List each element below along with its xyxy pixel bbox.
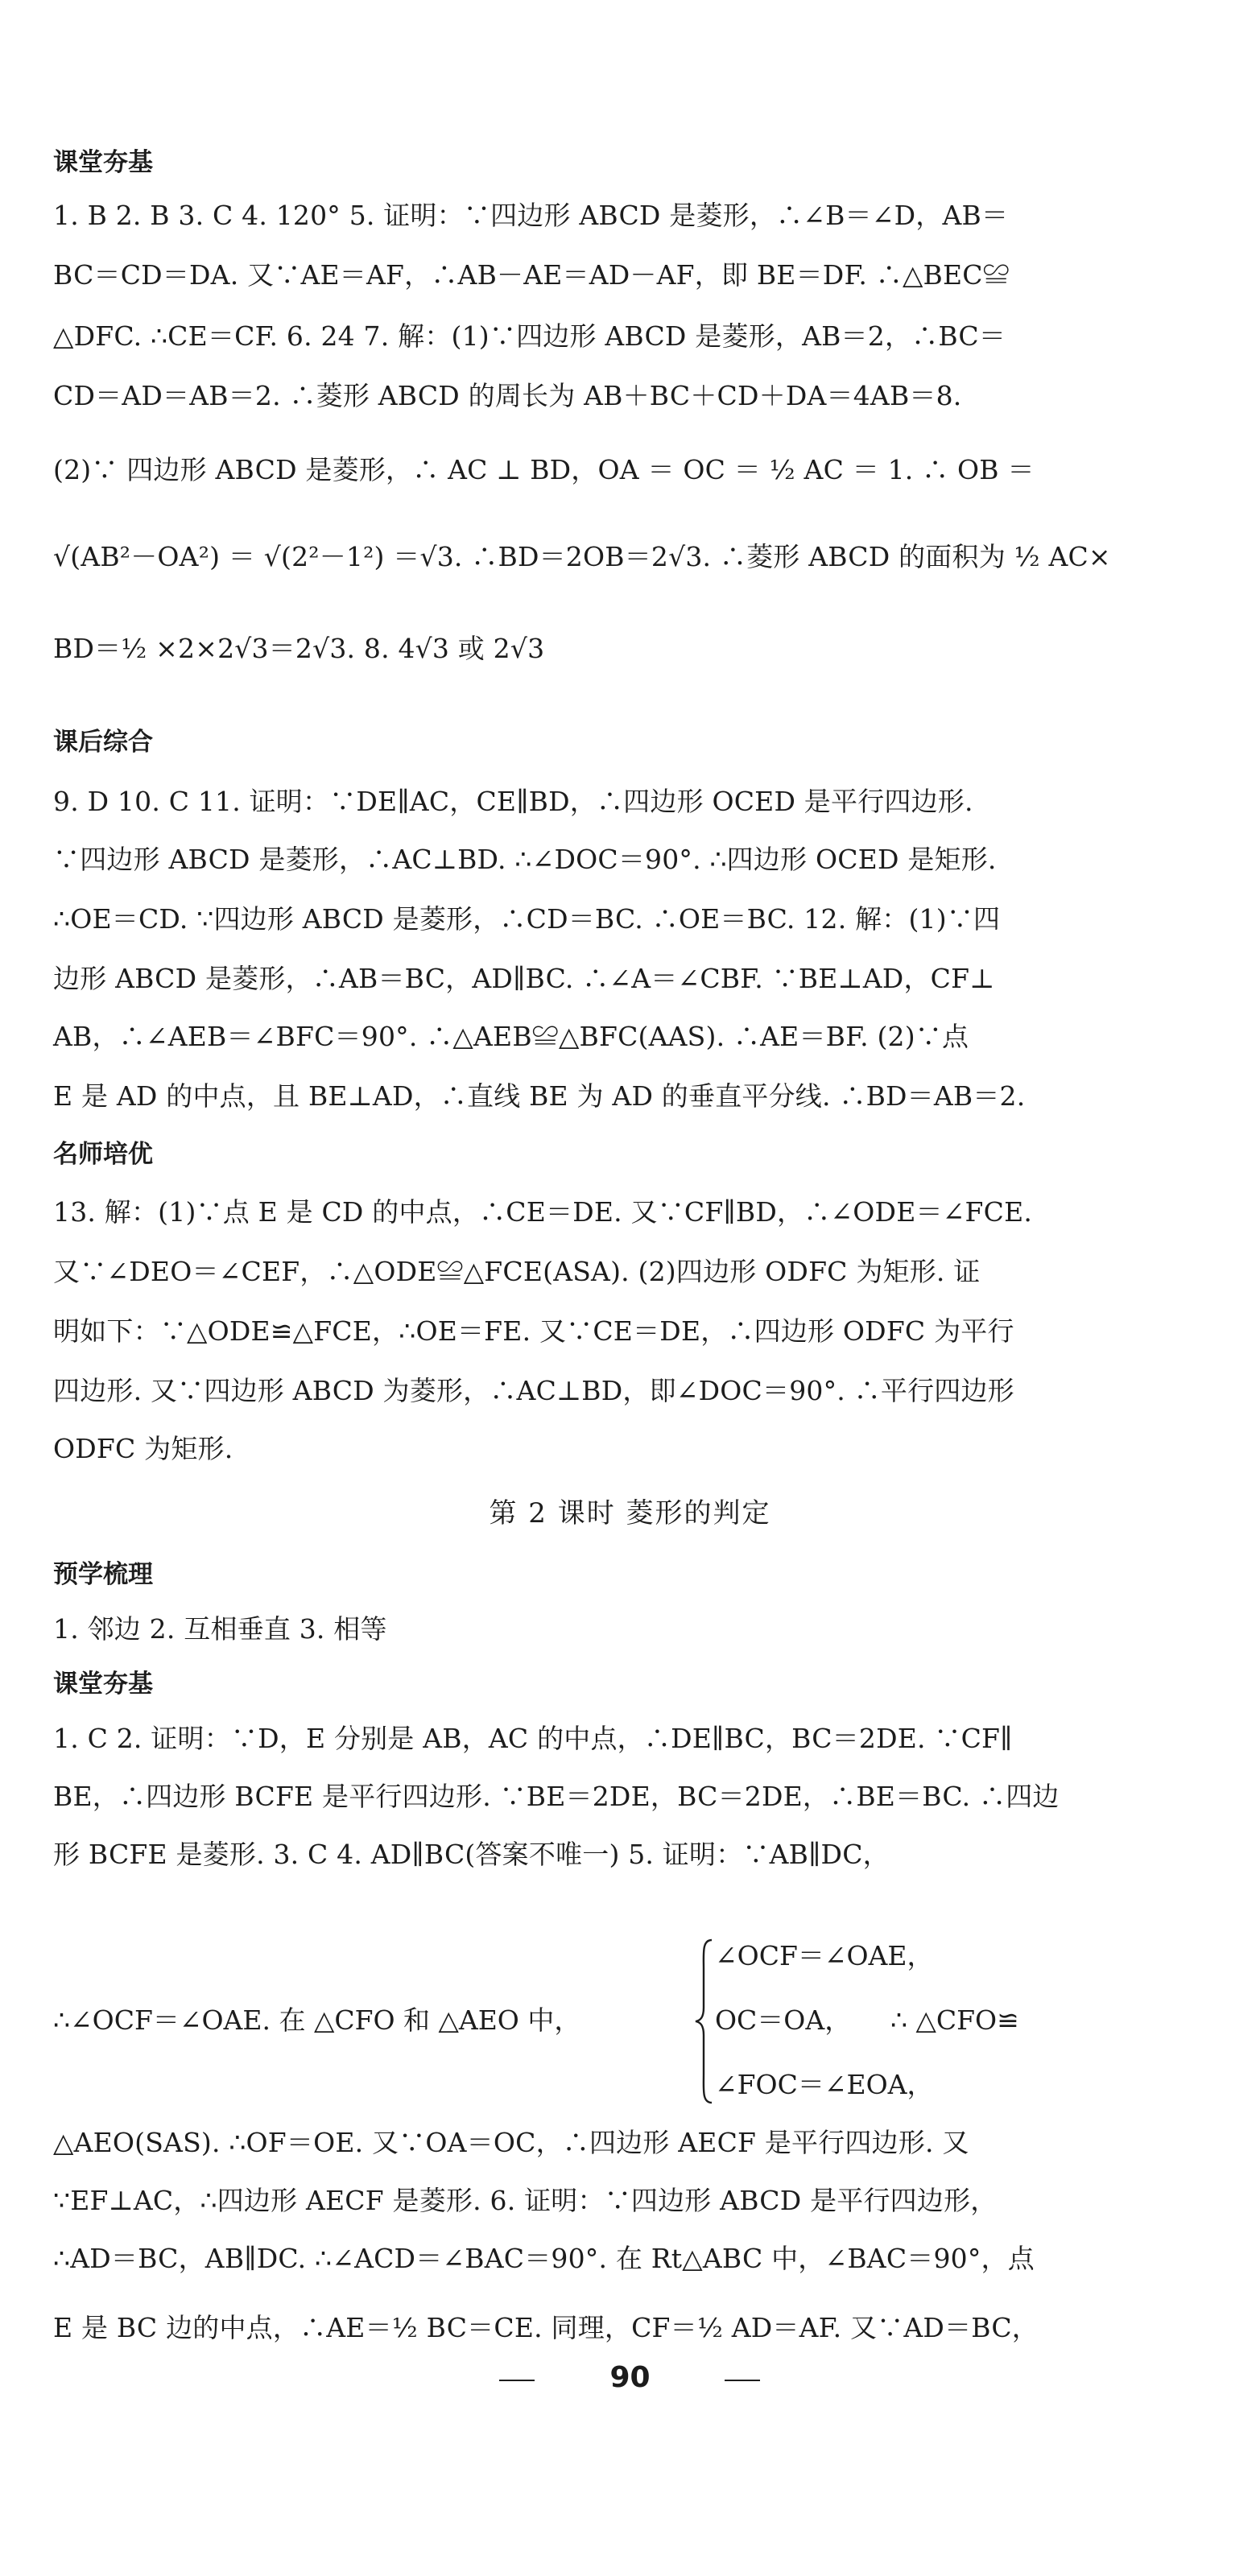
equation-system-block (53, 1932, 1053, 2109)
system-row: ∠OCF＝∠OAE， (715, 1940, 934, 1971)
text-line: 明如下：∵△ODE≌△FCE，∴OE＝FE. 又∵CE＝DE，∴四边形 ODFC 为平行 (53, 1315, 1014, 1347)
text-line: 9. D 10. C 11. 证明：∵DE∥AC，CE∥BD，∴四边形 OCED 是平行四边形. (53, 786, 973, 817)
text-line: 1. B 2. B 3. C 4. 120° 5. 证明：∵四边形 ABCD 是菱形，∴∠B＝∠D，AB＝ (53, 200, 1009, 231)
system-conclusion: ∴ △CFO≌ (890, 2004, 1019, 2036)
text-line: ∴OE＝CD. ∵四边形 ABCD 是菱形，∴CD＝BC. ∴OE＝BC. 12. 解：(1)∵四 (53, 903, 1001, 935)
section-heading-ketang-hangji: 课堂夯基 (53, 1670, 153, 1699)
section-heading-kehou-zonghe: 课后综合 (53, 728, 153, 757)
text-line: ∵四边形 ABCD 是菱形，∴AC⊥BD. ∴∠DOC＝90°. ∴四边形 OCED 是矩形. (53, 844, 997, 875)
page-number: 90 (609, 2361, 651, 2394)
text-line: 边形 ABCD 是菱形，∴AB＝BC，AD∥BC. ∴∠A＝∠CBF. ∵BE⊥AD，CF⊥ (53, 963, 995, 994)
text-line: 13. 解：(1)∵点 E 是 CD 的中点，∴CE＝DE. 又∵CF∥BD，∴∠ODE＝∠FCE. (53, 1196, 1033, 1228)
text-line: (2)∵ 四边形 ABCD 是菱形，∴ AC ⊥ BD，OA ＝ OC ＝ ½ AC ＝ 1. ∴ OB ＝ (53, 454, 1035, 485)
text-line: ∵EF⊥AC，∴四边形 AECF 是菱形. 6. 证明：∵四边形 ABCD 是平行四边形， (53, 2185, 998, 2216)
text-line: BC＝CD＝DA. 又∵AE＝AF，∴AB－AE＝AD－AF，即 BE＝DF. ∴△BEC≌ (53, 259, 1010, 291)
text-line: BD＝½ ×2×2√3＝2√3. 8. 4√3 或 2√3 (53, 633, 545, 664)
section-heading-ketang-hangji: 课堂夯基 (53, 148, 153, 177)
section-heading-yuxue-shuli: 预学梳理 (53, 1560, 153, 1589)
text-line: E 是 BC 边的中点，∴AE＝½ BC＝CE. 同理，CF＝½ AD＝AF. 又∵AD＝BC， (53, 2312, 1039, 2343)
system-row: ∠FOC＝∠EOA， (715, 2069, 934, 2100)
text-line: △DFC. ∴CE＝CF. 6. 24 7. 解：(1)∵四边形 ABCD 是菱形，AB＝2，∴BC＝ (53, 320, 1006, 352)
text-line: 1. 邻边 2. 互相垂直 3. 相等 (53, 1613, 387, 1645)
text-line: 四边形. 又∵四边形 ABCD 为菱形，∴AC⊥BD，即∠DOC＝90°. ∴平行四边形 (53, 1375, 1014, 1406)
system-row: OC＝OA， (715, 2004, 852, 2036)
text-line: △AEO(SAS). ∴OF＝OE. 又∵OA＝OC，∴四边形 AECF 是平行四边形. 又 (53, 2127, 969, 2158)
text-line: ∴AD＝BC，AB∥DC. ∴∠ACD＝∠BAC＝90°. 在 Rt△ABC 中，∠BAC＝90°，点 (53, 2243, 1035, 2274)
page-number-dash-right (725, 2380, 760, 2381)
left-brace-icon (694, 1937, 715, 2106)
text-line: BE，∴四边形 BCFE 是平行四边形. ∵BE＝2DE，BC＝2DE，∴BE＝BC. ∴四边 (53, 1781, 1060, 1812)
text-line: ODFC 为矩形. (53, 1433, 233, 1464)
text-line: 形 BCFE 是菱形. 3. C 4. AD∥BC(答案不唯一) 5. 证明：∵AB∥DC， (53, 1839, 890, 1870)
text-line: E 是 AD 的中点，且 BE⊥AD，∴直线 BE 为 AD 的垂直平分线. ∴BD＝AB＝2. (53, 1080, 1026, 1112)
text-line: 1. C 2. 证明：∵D，E 分别是 AB，AC 的中点，∴DE∥BC，BC＝2DE. ∵CF∥ (53, 1723, 1013, 1754)
system-lead-text: ∴∠OCF＝∠OAE. 在 △CFO 和 △AEO 中， (53, 2004, 581, 2036)
text-line: 又∵∠DEO＝∠CEF，∴△ODE≌△FCE(ASA). (2)四边形 ODFC 为矩形. 证 (53, 1256, 981, 1287)
lesson-title: 第 2 课时 菱形的判定 (489, 1497, 771, 1530)
text-line: √(AB²－OA²) ＝ √(2²－1²) ＝√3. ∴BD＝2OB＝2√3. ∴菱形 ABCD 的面积为 ½ AC× (53, 541, 1111, 572)
section-heading-mingshi-peiyou: 名师培优 (53, 1140, 153, 1169)
text-line: AB，∴∠AEB＝∠BFC＝90°. ∴△AEB≌△BFC(AAS). ∴AE＝BF. (2)∵点 (53, 1021, 969, 1052)
text-line: CD＝AD＝AB＝2. ∴菱形 ABCD 的周长为 AB＋BC＋CD＋DA＝4AB＝8. (53, 380, 962, 411)
